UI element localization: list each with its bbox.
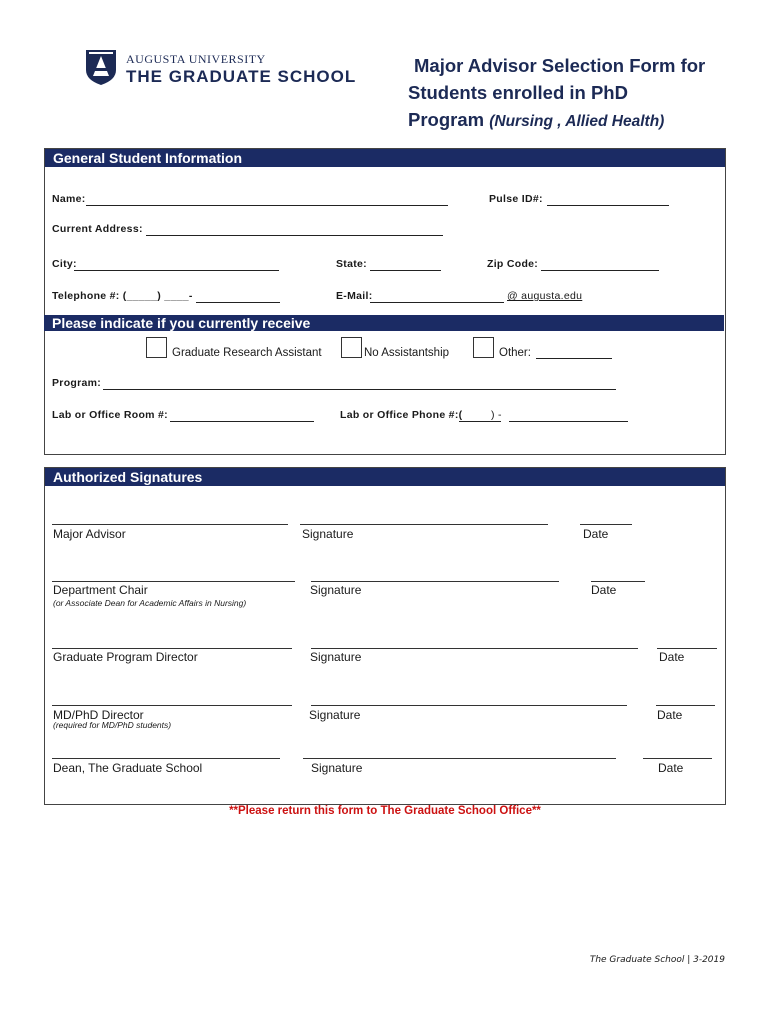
mdphd-director-date-line[interactable] — [656, 705, 715, 706]
section-heading-signatures: Authorized Signatures — [45, 468, 725, 486]
sig-label-date: Date — [658, 761, 684, 775]
address-label: Current Address: — [52, 223, 143, 235]
state-label: State: — [336, 258, 367, 270]
title-line-2: Students enrolled in PhD — [408, 82, 628, 103]
lab-phone-label: Lab or Office Phone #:( — [340, 409, 463, 421]
department-chair-signature-line[interactable] — [311, 581, 559, 582]
sig-label-signature: Signature — [310, 583, 362, 597]
lab-phone-area-field[interactable] — [459, 421, 501, 422]
pulse-id-field[interactable] — [547, 205, 669, 206]
title-line-3: Program — [408, 109, 485, 130]
lab-room-field[interactable] — [170, 421, 314, 422]
sig-label-date: Date — [659, 650, 685, 664]
sig-role-department-chair: Department Chair — [53, 583, 148, 597]
telephone-label: Telephone #: (_____) ____- — [52, 290, 193, 302]
return-notice: **Please return this form to The Graduate School Office** — [229, 805, 541, 817]
dean-date-line[interactable] — [643, 758, 712, 759]
email-label: E-Mail: — [336, 290, 373, 302]
zip-label: Zip Code: — [487, 258, 539, 270]
email-field[interactable] — [370, 302, 504, 303]
sig-label-date: Date — [657, 708, 683, 722]
form-title — [408, 52, 738, 135]
dean-signature-line[interactable] — [303, 758, 616, 759]
lab-room-label: Lab or Office Room #: — [52, 409, 168, 421]
other-checkbox[interactable] — [473, 337, 494, 358]
program-label: Program: — [52, 377, 102, 389]
title-programs: (Nursing , Allied Health) — [489, 113, 665, 130]
sig-role-major-advisor: Major Advisor — [53, 527, 126, 541]
sig-role-program-director: Graduate Program Director — [53, 650, 198, 664]
zip-field[interactable] — [541, 270, 659, 271]
sig-note-department-chair: (or Associate Dean for Academic Affairs in Nursing) — [53, 598, 247, 608]
university-name: AUGUSTA UNIVERSITY — [126, 52, 266, 66]
gra-option-label: Graduate Research Assistant — [172, 347, 322, 359]
telephone-field[interactable] — [196, 302, 280, 303]
name-field[interactable] — [86, 205, 448, 206]
lab-phone-separator: ) - — [491, 409, 502, 421]
lab-phone-field[interactable] — [509, 421, 628, 422]
program-director-date-line[interactable] — [657, 648, 717, 649]
university-logo — [84, 48, 384, 92]
section-heading-general: General Student Information — [45, 149, 725, 167]
section-heading-assistance: Please indicate if you currently receive — [44, 315, 724, 331]
department-chair-name-line[interactable] — [52, 581, 295, 582]
title-line-1: Major Advisor Selection Form for — [414, 55, 706, 76]
school-name: THE GRADUATE SCHOOL — [126, 67, 357, 86]
program-director-name-line[interactable] — [52, 648, 292, 649]
program-director-signature-line[interactable] — [311, 648, 638, 649]
sig-label-date: Date — [583, 527, 609, 541]
program-field[interactable] — [103, 389, 616, 390]
sig-label-signature: Signature — [302, 527, 354, 541]
no-assistantship-checkbox[interactable] — [341, 337, 362, 358]
name-label: Name: — [52, 193, 86, 205]
other-field[interactable] — [536, 358, 612, 359]
dean-name-line[interactable] — [52, 758, 280, 759]
address-field[interactable] — [146, 235, 443, 236]
major-advisor-signature-line[interactable] — [300, 524, 548, 525]
sig-note-mdphd-director: (required for MD/PhD students) — [53, 720, 172, 730]
major-advisor-date-line[interactable] — [580, 524, 632, 525]
sig-role-mdphd-director: MD/PhD Director — [53, 708, 144, 722]
mdphd-director-signature-line[interactable] — [311, 705, 627, 706]
no-assistantship-option-label: No Assistantship — [364, 347, 450, 359]
email-domain: @ augusta.edu — [507, 290, 583, 302]
sig-label-date: Date — [591, 583, 617, 597]
sig-label-signature: Signature — [310, 650, 362, 664]
page-footer: The Graduate School | 3-2019 — [589, 955, 725, 965]
mdphd-director-name-line[interactable] — [52, 705, 292, 706]
other-option-label: Other: — [499, 347, 531, 359]
state-field[interactable] — [370, 270, 441, 271]
university-seal-icon — [84, 48, 118, 86]
sig-label-signature: Signature — [309, 708, 361, 722]
city-label: City: — [52, 258, 77, 270]
assistance-section — [44, 315, 724, 331]
department-chair-date-line[interactable] — [591, 581, 645, 582]
city-field[interactable] — [74, 270, 279, 271]
pulse-id-label: Pulse ID#: — [489, 193, 543, 205]
authorized-signatures-section — [44, 467, 726, 805]
sig-label-signature: Signature — [311, 761, 363, 775]
major-advisor-name-line[interactable] — [52, 524, 288, 525]
sig-role-dean: Dean, The Graduate School — [53, 761, 203, 775]
gra-checkbox[interactable] — [146, 337, 167, 358]
